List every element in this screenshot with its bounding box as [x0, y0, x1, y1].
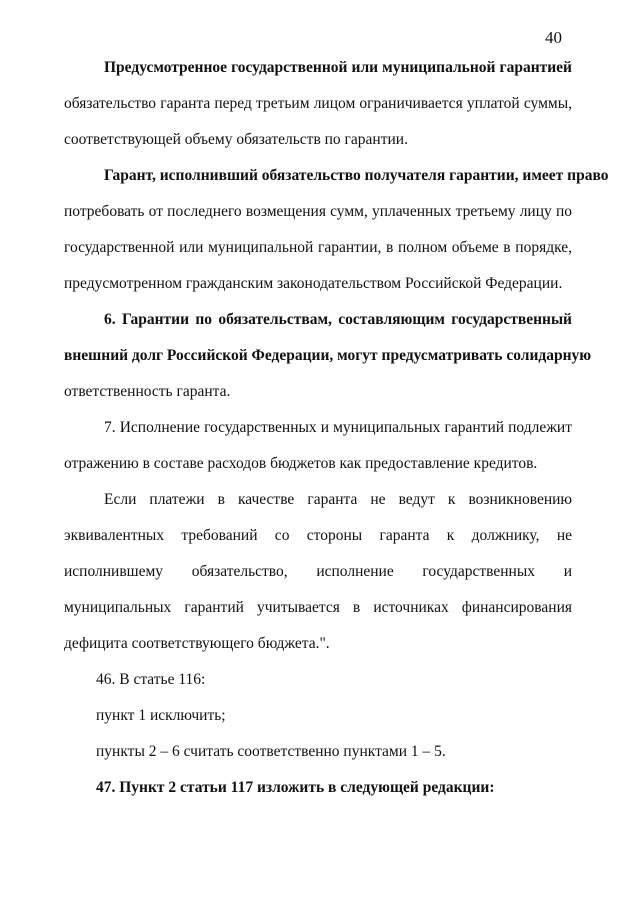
paragraph-line: муниципальных гарантий учитывается в источниках финансирования [64, 599, 572, 616]
paragraph-line: дефицита соответствующего бюджета.". [64, 635, 330, 652]
paragraph-line: 46. В статье 116: [96, 671, 206, 688]
paragraph-line: 47. Пункт 2 статьи 117 изложить в следующей редакции: [96, 779, 495, 796]
paragraph-line: пункты 2 – 6 считать соответственно пунктами 1 – 5. [96, 743, 446, 760]
paragraph-line: 6. Гарантии по обязательствам, составляющим государственный [104, 311, 572, 328]
paragraph-line: Гарант, исполнивший обязательство получателя гарантии, имеет право [104, 167, 609, 184]
paragraph-line: Если платежи в качестве гаранта не ведут к возникновению [104, 491, 572, 508]
paragraph-line: предусмотренном гражданским законодательством Российской Федерации. [64, 275, 563, 292]
paragraph-line: внешний долг Российской Федерации, могут предусматривать солидарную [64, 347, 592, 364]
paragraph-line: потребовать от последнего возмещения сумм, уплаченных третьему лицу по [64, 203, 572, 220]
page-number: 40 [545, 28, 562, 47]
document-body [64, 50, 609, 806]
paragraph-line: ответственность гаранта. [64, 383, 231, 400]
paragraph-line: исполнившему обязательство, исполнение государственных и [64, 563, 572, 580]
paragraph-line: соответствующей объему обязательств по гарантии. [64, 131, 408, 148]
paragraph-line: государственной или муниципальной гарантии, в полном объеме в порядке, [64, 239, 572, 256]
paragraph-line: эквивалентных требований со стороны гаранта к должнику, не [64, 527, 572, 544]
paragraph-line: пункт 1 исключить; [96, 707, 226, 724]
paragraph-line: Предусмотренное государственной или муниципальной гарантией [104, 59, 572, 76]
paragraph-line: 7. Исполнение государственных и муниципальных гарантий подлежит [104, 419, 572, 436]
paragraph-line: обязательство гаранта перед третьим лицом ограничивается уплатой суммы, [64, 95, 572, 112]
paragraph-line: отражению в составе расходов бюджетов как предоставление кредитов. [64, 455, 538, 472]
